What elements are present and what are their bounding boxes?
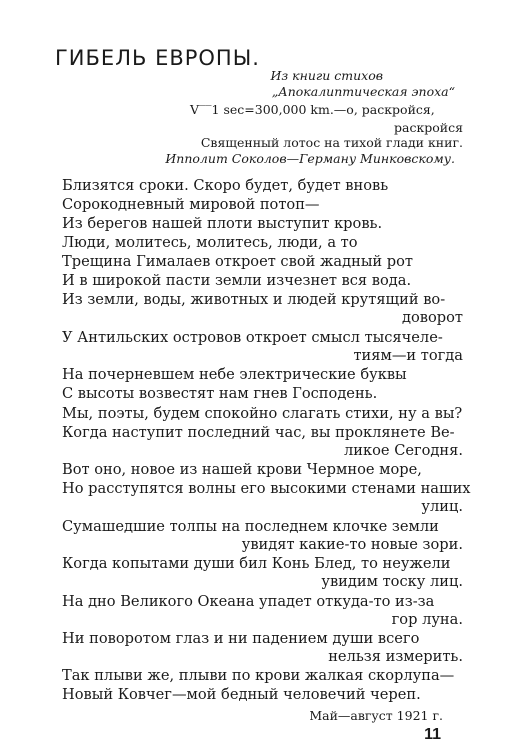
poem-line-continued: гор луна. [391, 611, 463, 628]
poem-line: Близятся сроки. Скоро будет, будет вновь [62, 177, 389, 194]
source-line-1: Из книги стихов [270, 68, 383, 83]
poem-line: Когда копытами души бил Конь Блед, то неужели [62, 555, 451, 572]
poem-line: Сорокодневный мировой потоп— [62, 196, 320, 213]
poem-line-continued: увидят какие-то новые зори. [241, 536, 463, 553]
poem-line-continued: увидим тоску лиц. [321, 573, 463, 590]
poem-line: На дно Великого Океана упадет откуда-то из-за [62, 593, 435, 610]
poem-date: Май—август 1921 г. [309, 708, 443, 723]
poem-line: Так плыви же, плыви по крови жалкая скорлупа— [62, 667, 455, 684]
epigraph-lotus: Священный лотос на тихой глади книг. [200, 135, 463, 150]
page-number: 11 [424, 726, 441, 743]
poem-line: Новый Ковчег—мой бедный человечий череп. [62, 686, 421, 703]
poem-line: Вот оно, новое из нашей крови Чермное море, [62, 461, 422, 478]
poem-line: Но расступятся волны его высокими стенами наших [62, 480, 471, 497]
poem-line: У Антильских островов откроет смысл тысячеле- [62, 329, 443, 346]
poem-line: На почерневшем небе электрические буквы [62, 366, 407, 383]
poem-line: Сумашедшие толпы на последнем клочке земли [62, 518, 439, 535]
poem-line-continued: тиям—и тогда [353, 347, 463, 364]
poem-line: И в широкой пасти земли изчезнет вся вода. [62, 272, 412, 289]
poem-line: Из берегов нашей плоти выступит кровь. [62, 215, 383, 232]
poem-line: Из земли, воды, животных и людей крутящий во- [62, 291, 446, 308]
epigraph-formula: V‾‾1 sec=300,000 km.—о, раскройся, [190, 102, 435, 117]
poem-line-continued: доворот [402, 309, 463, 326]
poem-line: Люди, молитесь, молитесь, люди, а то [62, 234, 358, 251]
poem-line-continued: нельзя измерить. [328, 648, 463, 665]
poem-line: Когда наступит последний час, вы проклянете Ве- [62, 424, 455, 441]
poem-line: Трещина Гималаев откроет свой жадный рот [62, 253, 413, 270]
poem-line: С высоты возвестят нам гнев Господень. [62, 385, 378, 402]
poem-line: Ни поворотом глаз и ни падением души всего [62, 630, 420, 647]
source-line-2: „Апокалиптическая эпоха“ [271, 84, 455, 99]
poem-line-continued: улиц. [421, 498, 463, 515]
epigraph-dedication: Ипполит Соколов—Герману Минковскому. [165, 151, 455, 166]
poem-line: Мы, поэты, будем спокойно слагать стихи, ну а вы? [62, 405, 463, 422]
epigraph-formula-continued: раскройся [393, 120, 463, 135]
poem-line-continued: ликое Сегодня. [344, 442, 463, 459]
poem-title: ГИБЕЛЬ ЕВРОПЫ. [55, 46, 260, 70]
